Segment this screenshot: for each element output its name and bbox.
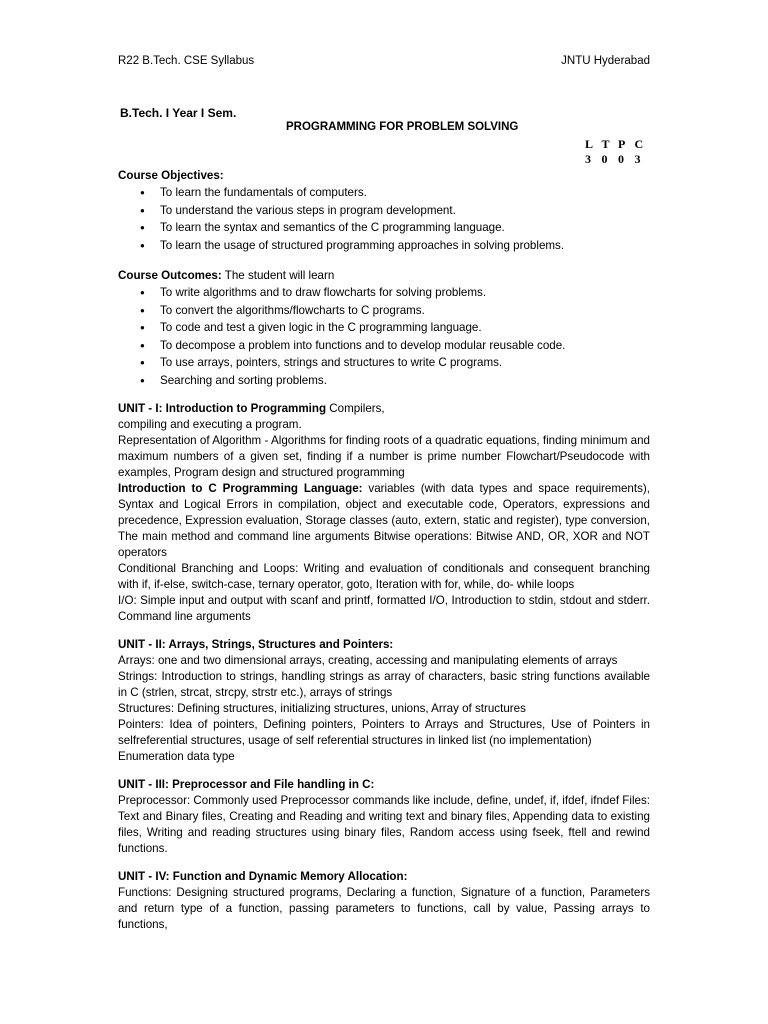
unit1-c-heading: Introduction to C Programming Language: <box>118 482 363 495</box>
ltpc-value-l: 3 <box>585 152 591 166</box>
list-item: ● To write algorithms and to draw flowcharts for solving problems. <box>118 284 650 302</box>
objectives-heading: Course Objectives: <box>118 169 224 182</box>
list-item: ● To convert the algorithms/flowcharts to C programs. <box>118 302 650 320</box>
syllabus-content <box>118 168 650 933</box>
ltpc-label-p: P <box>618 137 626 151</box>
ltpc-value-c: 3 <box>634 152 641 166</box>
unit1-heading-rest: Compilers, <box>326 402 385 415</box>
unit2-paragraph: Strings: Introduction to strings, handling strings as array of characters, basic string functions available in C (strlen, strcat, strcpy, strstr etc.), arrays of strings <box>118 670 650 699</box>
list-item: ● To code and test a given logic in the C programming language. <box>118 319 650 337</box>
ltpc-value-p: 0 <box>618 152 624 166</box>
spacer <box>118 254 650 268</box>
ltpc-labels <box>585 137 651 152</box>
unit2-paragraph: Enumeration data type <box>118 750 235 763</box>
list-item: ● To understand the various steps in program development. <box>118 202 650 220</box>
unit1-heading-line <box>118 401 650 417</box>
unit1-line2: compiling and executing a program. <box>118 418 302 431</box>
unit1-paragraph: I/O: Simple input and output with scanf and printf, formatted I/O, Introduction to stdin, stdout and stderr. Command line arguments <box>118 594 650 623</box>
unit2-heading: UNIT - II: Arrays, Strings, Structures and Pointers: <box>118 638 394 651</box>
unit4-paragraph: Functions: Designing structured programs, Declaring a function, Signature of a function, Parameters and return type of a function, passing parameters to functions, call by value, Passing arrays to functions, <box>118 886 650 931</box>
ltpc-label-t: T <box>601 137 610 151</box>
unit3-heading: UNIT - III: Preprocessor and File handling in C: <box>118 778 375 791</box>
objectives-list <box>118 184 650 254</box>
list-item: ● To decompose a problem into functions and to develop modular reusable code. <box>118 337 650 355</box>
outcomes-heading-line <box>118 268 650 284</box>
unit1-paragraph: Representation of Algorithm - Algorithms for finding roots of a quadratic equations, finding minimum and maximum numbers of a given set, finding if a number is prime number Flowchart/Pseudocode with examples, Program design and structured programming <box>118 434 650 479</box>
list-item: ● To learn the syntax and semantics of the C programming language. <box>118 219 650 237</box>
unit1-heading: UNIT - I: Introduction to Programming <box>118 402 327 415</box>
ltpc-value-t: 0 <box>601 152 608 166</box>
ltpc-label-l: L <box>585 137 594 151</box>
ltpc-label-c: C <box>634 137 644 151</box>
unit1-paragraph: Conditional Branching and Loops: Writing and evaluation of conditionals and consequent branching with if, if-else, switch-case, ternary operator, goto, Iteration with for, while, do- while loops <box>118 562 650 591</box>
list-item: ● Searching and sorting problems. <box>118 372 650 390</box>
list-item: ● To use arrays, pointers, strings and structures to write C programs. <box>118 354 650 372</box>
spacer <box>118 857 650 869</box>
header-right: JNTU Hyderabad <box>561 55 650 67</box>
unit3-paragraph: Preprocessor: Commonly used Preprocessor commands like include, define, undef, if, ifdef, ifndef Files: Text and Binary files, Creating and Reading and writing text and binary files, Appending data to existing files, Writing and reading structures using binary files, Random access using fseek, ftell and rewind functions. <box>118 794 650 855</box>
ltpc-values <box>585 152 651 167</box>
unit1-c-text: variables (with data types and space requirements), Syntax and Logical Errors in compilation, object and executable code, Operators, expressions and precedence, Expression evaluation, Storage classes (auto, extern, static and register), type conversion, The main method and command line arguments Bitwise operations: Bitwise AND, OR, XOR and NOT operators <box>118 482 650 559</box>
spacer <box>118 765 650 777</box>
spacer <box>118 389 650 401</box>
unit1-paragraph-c-intro <box>118 481 650 561</box>
course-title: PROGRAMMING FOR PROBLEM SOLVING <box>286 121 519 133</box>
unit2-paragraph: Structures: Defining structures, initializing structures, unions, Array of structures <box>118 702 526 715</box>
outcomes-list <box>118 284 650 389</box>
outcomes-heading: Course Outcomes: <box>118 269 222 282</box>
unit4-heading: UNIT - IV: Function and Dynamic Memory Allocation: <box>118 870 408 883</box>
list-item: ● To learn the usage of structured programming approaches in solving problems. <box>118 237 650 255</box>
outcomes-intro: The student will learn <box>221 269 335 282</box>
unit2-paragraph: Arrays: one and two dimensional arrays, creating, accessing and manipulating elements of arrays <box>118 654 618 667</box>
spacer <box>118 625 650 637</box>
semester-label: B.Tech. I Year I Sem. <box>120 106 237 120</box>
unit2-paragraph: Pointers: Idea of pointers, Defining pointers, Pointers to Arrays and Structures, Use of Pointers in selfreferential structures, usage of self referential structures in linked list (no implementation) <box>118 718 650 747</box>
header-left: R22 B.Tech. CSE Syllabus <box>118 55 255 67</box>
list-item: ● To learn the fundamentals of computers. <box>118 184 650 202</box>
